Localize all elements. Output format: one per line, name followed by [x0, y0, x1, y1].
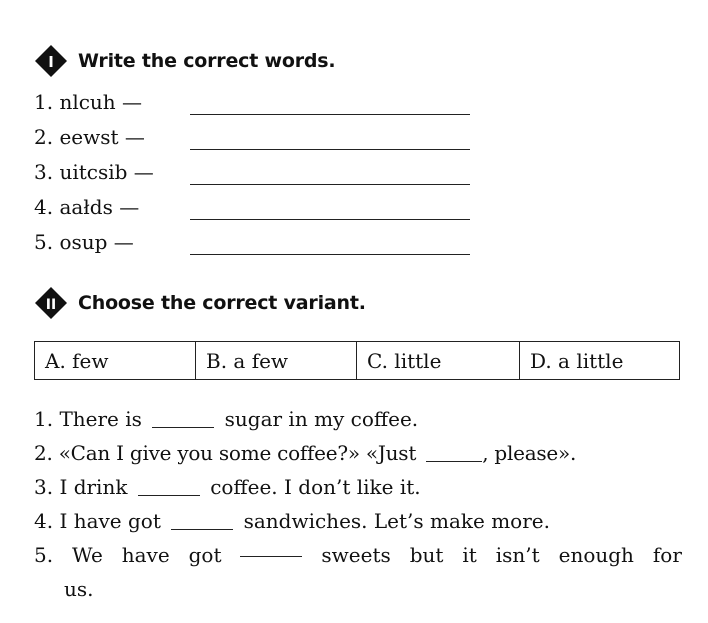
sentence-start: 2. «Can I give you some coffee?» «Just	[34, 441, 417, 465]
sentence-end: sandwiches. Let’s make more.	[243, 509, 550, 533]
word-item-text: 3. uitcsib —	[34, 160, 154, 184]
sentence-item	[34, 504, 682, 538]
option-b[interactable]: B. a few	[196, 342, 357, 380]
word: for	[652, 543, 682, 567]
exercise-1-title: Write the correct words.	[78, 50, 336, 72]
answer-line[interactable]	[190, 149, 470, 150]
sentence-start: 1. There is	[34, 407, 142, 431]
sentence-item	[34, 402, 682, 436]
word: have	[121, 543, 170, 567]
word-item	[34, 88, 484, 123]
word: isn’t	[495, 543, 540, 567]
exercise-2-header	[34, 286, 366, 320]
word-item	[34, 158, 484, 193]
variant-options-row	[35, 342, 680, 380]
answer-line[interactable]	[190, 254, 470, 255]
scrambled-word-list	[34, 88, 484, 263]
answer-blank[interactable]	[152, 409, 214, 428]
word-item-text: 4. aałds —	[34, 195, 140, 219]
exercise-1-badge	[34, 44, 68, 78]
word-item	[34, 228, 484, 263]
exercise-1-header	[34, 44, 335, 78]
word-item-text: 1. nlcuh —	[34, 90, 143, 114]
answer-line[interactable]	[190, 219, 470, 220]
word: it	[462, 543, 477, 567]
sentence-continuation: us.	[64, 577, 94, 601]
sentence-start: 4. I have got	[34, 509, 161, 533]
option-a[interactable]: A. few	[35, 342, 196, 380]
word: sweets	[321, 543, 391, 567]
sentence-item	[34, 436, 682, 470]
exercise-1-number: I	[48, 53, 54, 71]
sentence-start: 3. I drink	[34, 475, 128, 499]
answer-line[interactable]	[190, 114, 470, 115]
sentence-list	[34, 402, 682, 606]
word-item	[34, 123, 484, 158]
answer-blank[interactable]	[426, 443, 482, 462]
word: but	[409, 543, 444, 567]
sentence-end: sugar in my coffee.	[224, 407, 419, 431]
word-item-text: 2. eewst —	[34, 125, 145, 149]
sentence-end: coffee. I don’t like it.	[210, 475, 421, 499]
answer-blank[interactable]	[138, 477, 200, 496]
answer-blank[interactable]	[240, 538, 302, 557]
exercise-2-badge	[34, 286, 68, 320]
sentence-item-5	[34, 538, 682, 572]
word-item	[34, 193, 484, 228]
sentence-item	[34, 470, 682, 504]
option-c[interactable]: C. little	[357, 342, 520, 380]
word-item-text: 5. osup —	[34, 230, 134, 254]
exercise-2-title: Choose the correct variant.	[78, 292, 366, 314]
answer-blank[interactable]	[171, 511, 233, 530]
word: 5.	[34, 543, 54, 567]
exercise-2-number: II	[45, 297, 57, 313]
answer-line[interactable]	[190, 184, 470, 185]
word: We	[72, 543, 103, 567]
word: got	[188, 543, 222, 567]
option-d[interactable]: D. a little	[520, 342, 680, 380]
variant-options-table	[34, 341, 680, 380]
sentence-end: , please».	[482, 441, 577, 465]
word: enough	[558, 543, 634, 567]
